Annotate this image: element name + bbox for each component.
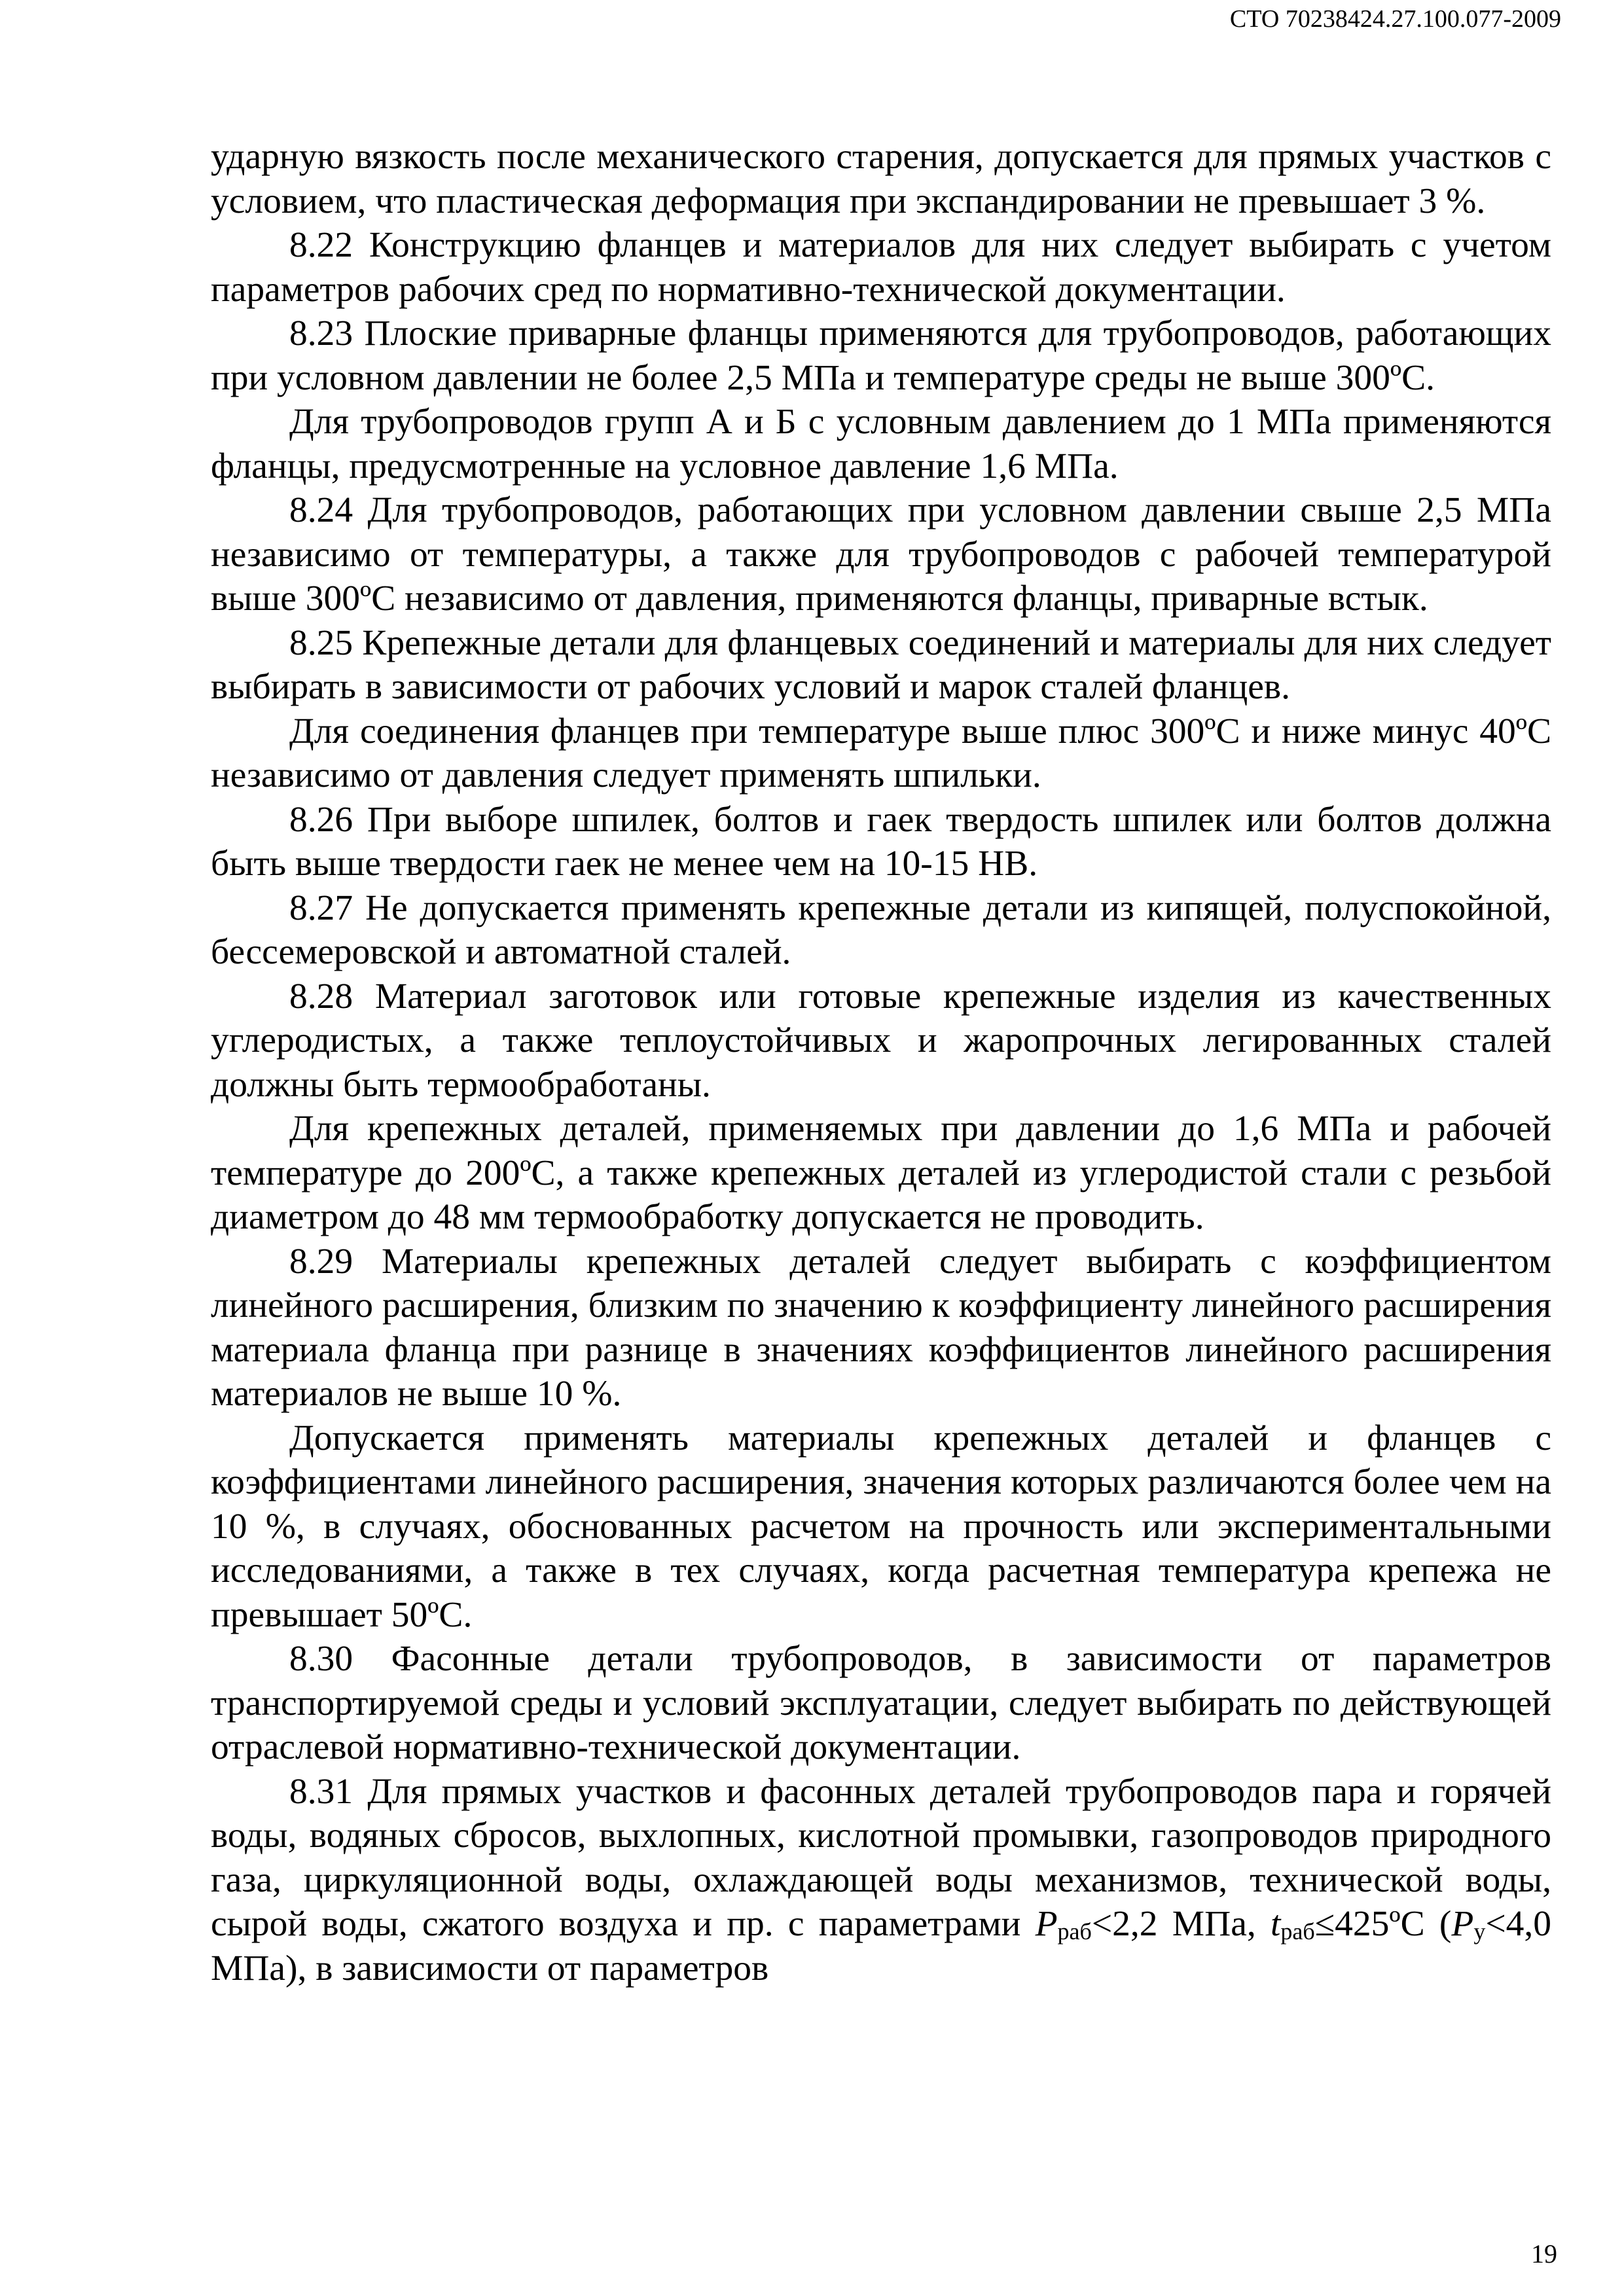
paragraph-8-23: 8.23 Плоские приварные фланцы применяются для трубопроводов, работающих при условном давлении не более 2,5 МПа и температуре среды не выше 300ºС. [211,314,1551,398]
paragraph-8-27: 8.27 Не допускается применять крепежные детали из кипящей, полуспокойной, бессемеровской и автоматной сталей. [211,888,1551,972]
paragraph-8-22: 8.22 Конструкцию фланцев и материалов для них следует выбирать с учетом параметров рабочих сред по нормативно-технической документации. [211,225,1551,310]
paragraph: Допускается применять материалы крепежных деталей и фланцев с коэффициентами линейного расширения, значения которых различаются более чем на 10 %, в случаях, обоснованных расчетом на прочность или экспериментальными исследованиями, а также в тех случаях, когда расчетная температура крепежа не превышает 50ºС. [211,1418,1551,1635]
paragraph-8-24: 8.24 Для трубопроводов, работающих при условном давлении свыше 2,5 МПа независимо от температуры, а также для трубопроводов с рабочей температурой выше 300ºС независимо от давления, применяются фланцы, приварные встык. [211,490,1551,619]
paragraph: ударную вязкость после механического старения, допускается для прямых участков с условием, что пластическая деформация при экспандировании не превышает 3 %. [211,137,1551,221]
paragraph-8-25: 8.25 Крепежные детали для фланцевых соединений и материалы для них следует выбирать в зависимости от рабочих условий и марок сталей фланцев. [211,622,1551,707]
paragraph-8-29: 8.29 Материалы крепежных деталей следует выбирать с коэффициентом линейного расширения, близким по значению к коэффициенту линейного расширения материала фланца при разнице в значениях коэффициентов линейного расширения материалов не выше 10 %. [211,1241,1551,1414]
paragraph-8-26: 8.26 При выборе шпилек, болтов и гаек твердость шпилек или болтов должна быть выше твердости гаек не менее чем на 10-15 НВ. [211,799,1551,884]
paragraph-8-31 [211,1770,1551,1991]
paragraph: Для трубопроводов групп А и Б с условным давлением до 1 МПа применяются фланцы, предусмотренные на условное давление 1,6 МПа. [211,402,1551,486]
p-nominal-value: <4,0 МПа), в зависимости от параметров [211,1904,1551,1988]
paragraph-8-30: 8.30 Фасонные детали трубопроводов, в зависимости от параметров транспортируемой среды и условий эксплуатации, следует выбирать по действующей отраслевой нормативно-технической документации. [211,1639,1551,1767]
p-nominal-subscript: у [1473,1918,1486,1945]
paragraph-8-31-text: 8.31 Для прямых участков и фасонных деталей трубопроводов пара и горячей воды, водяных сбросов, выхлопных, кислотной промывки, газопроводов природного газа, циркуляционной воды, охлаждающей воды механизмов, технической воды, сырой воды, сжатого воздуха и пр. с параметрами [211,1771,1551,1944]
p-nominal-symbol: P [1451,1904,1474,1944]
p-work-symbol: P [1035,1904,1058,1944]
p-work-value: <2,2 МПа, [1091,1904,1271,1944]
paragraph: Для соединения фланцев при температуре выше плюс 300ºС и ниже минус 40ºС независимо от давления следует применять шпильки. [211,711,1551,795]
paragraph: Для крепежных деталей, применяемых при давлении до 1,6 МПа и рабочей температуре до 200ºС, а также крепежных деталей из углеродистой стали с резьбой диаметром до 48 мм термообработку допускается не проводить. [211,1109,1551,1237]
t-work-symbol: t [1271,1904,1281,1944]
document-code: СТО 70238424.27.100.077-2009 [1229,5,1561,33]
t-work-value: ≤425ºС ( [1314,1904,1452,1944]
t-work-subscript: раб [1280,1918,1315,1945]
p-work-subscript: раб [1057,1918,1092,1945]
paragraph-8-28: 8.28 Материал заготовок или готовые крепежные изделия из качественных углеродистых, а также теплоустойчивых и жаропрочных легированных сталей должны быть термообработаны. [211,976,1551,1105]
body-text [211,135,1551,1990]
page-number: 19 [1531,2239,1557,2269]
